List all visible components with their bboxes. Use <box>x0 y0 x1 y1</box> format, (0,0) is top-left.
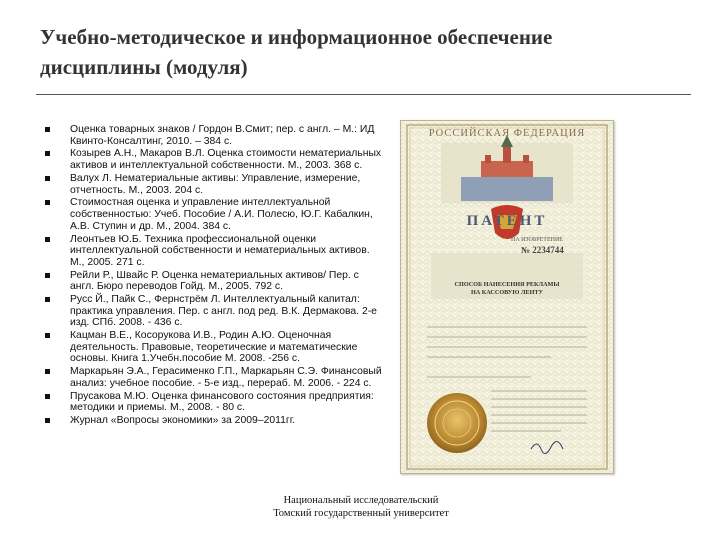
bullet-icon <box>45 127 50 132</box>
gold-seal-icon <box>427 393 487 453</box>
list-item-text: Стоимостная оценка и управление интеллектуальной собственностью: Учеб. Пособие / А.И. Полесю, Ю.Г. Кабалкин, А.В. Ступин и др. М., 2004. 384 с. <box>70 197 373 232</box>
footer-institution <box>236 494 486 520</box>
list-item <box>44 391 384 414</box>
list-item <box>44 294 384 329</box>
list-item <box>44 148 384 171</box>
list-item <box>44 270 384 293</box>
list-item <box>44 124 384 147</box>
footer-line-1: Национальный исследовательский <box>283 495 439 506</box>
list-item-text: Леонтьев Ю.Б. Техника профессиональной оценки интеллектуальной собственности и нематериальных активов. М., 2005. 271 с. <box>70 233 370 268</box>
bullet-icon <box>45 273 50 278</box>
bullet-icon <box>45 418 50 423</box>
list-item <box>44 330 384 365</box>
list-item <box>44 234 384 269</box>
patent-country: РОССИЙСКАЯ ФЕДЕРАЦИЯ <box>428 128 586 139</box>
bullet-icon <box>45 176 50 181</box>
list-item <box>44 415 384 427</box>
patent-invention-name-2: НА КАССОВУЮ ЛЕНТУ <box>470 289 544 296</box>
list-item-text: Козырев А.Н., Макаров В.Л. Оценка стоимости нематериальных активов и интеллектуальной собственности. М., 2003. 368 с. <box>70 148 382 172</box>
title-divider <box>36 94 691 95</box>
reference-list <box>44 124 384 428</box>
list-item-text: Русс Й., Пайк С., Фернстрём Л. Интеллектуальный капитал: практика управления. Пер. с англ. под ред. В.К. Дермакова. 2-е изд. СПб. 2008. - 436 с. <box>70 294 377 329</box>
bullet-icon <box>45 369 50 374</box>
bullet-icon <box>45 151 50 156</box>
patent-certificate-image <box>400 120 614 474</box>
list-item-text: Журнал «Вопросы экономики» за 2009–2011гг. <box>70 415 296 427</box>
patent-invention-name-1: СПОСОБ НАНЕСЕНИЯ РЕКЛАМЫ <box>454 281 560 288</box>
slide-title-line-1: Учебно-методическое и информационное обеспечение <box>40 25 553 49</box>
bullet-icon <box>45 297 50 302</box>
list-item-text: Рейли Р., Швайс Р. Оценка нематериальных активов/ Пер. с англ. Бюро переводов Гойд. М., 2005. 792 с. <box>70 269 359 293</box>
bullet-icon <box>45 394 50 399</box>
patent-title: ПАТЕНТ <box>466 213 548 229</box>
patent-number: № 2234744 <box>521 245 564 255</box>
footer-line-2: Томский государственный университет <box>273 508 449 519</box>
list-item-text: Прусакова М.Ю. Оценка финансового состояния предприятия: методики и приемы. М., 2008. - 80 с. <box>70 390 374 414</box>
list-item <box>44 173 384 196</box>
slide-title-line-2: дисциплины (модуля) <box>40 55 248 79</box>
patent-invention-label: НА ИЗОБРЕТЕНИЕ <box>511 237 563 243</box>
list-item <box>44 197 384 232</box>
bullet-icon <box>45 200 50 205</box>
list-item-text: Оценка товарных знаков / Гордон В.Смит; пер. с англ. – М.: ИД Квинто-Консалтинг, 2010. – 384 с. <box>70 124 375 147</box>
list-item <box>44 366 384 389</box>
list-item-text: Кацман В.Е., Косорукова И.В., Родин А.Ю. Оценочная деятельность. Правовые, теоретические и математические основы. Книга 1.Учебн.пособие М. 2008. -256 с. <box>70 330 358 365</box>
slide-title <box>40 22 690 82</box>
bullet-icon <box>45 237 50 242</box>
bullet-icon <box>45 333 50 338</box>
patent-decoration <box>401 121 613 473</box>
list-item-text: Маркарьян Э.А., Герасименко Г.П., Маркарьян С.Э. Финансовый анализ: учебное пособие. - 5-е изд., перераб. М. 2006. - 224 с. <box>70 366 382 389</box>
list-item-text: Валух Л. Нематериальные активы: Управление, измерение, отчетность. М., 2003. 204 с. <box>70 172 361 196</box>
